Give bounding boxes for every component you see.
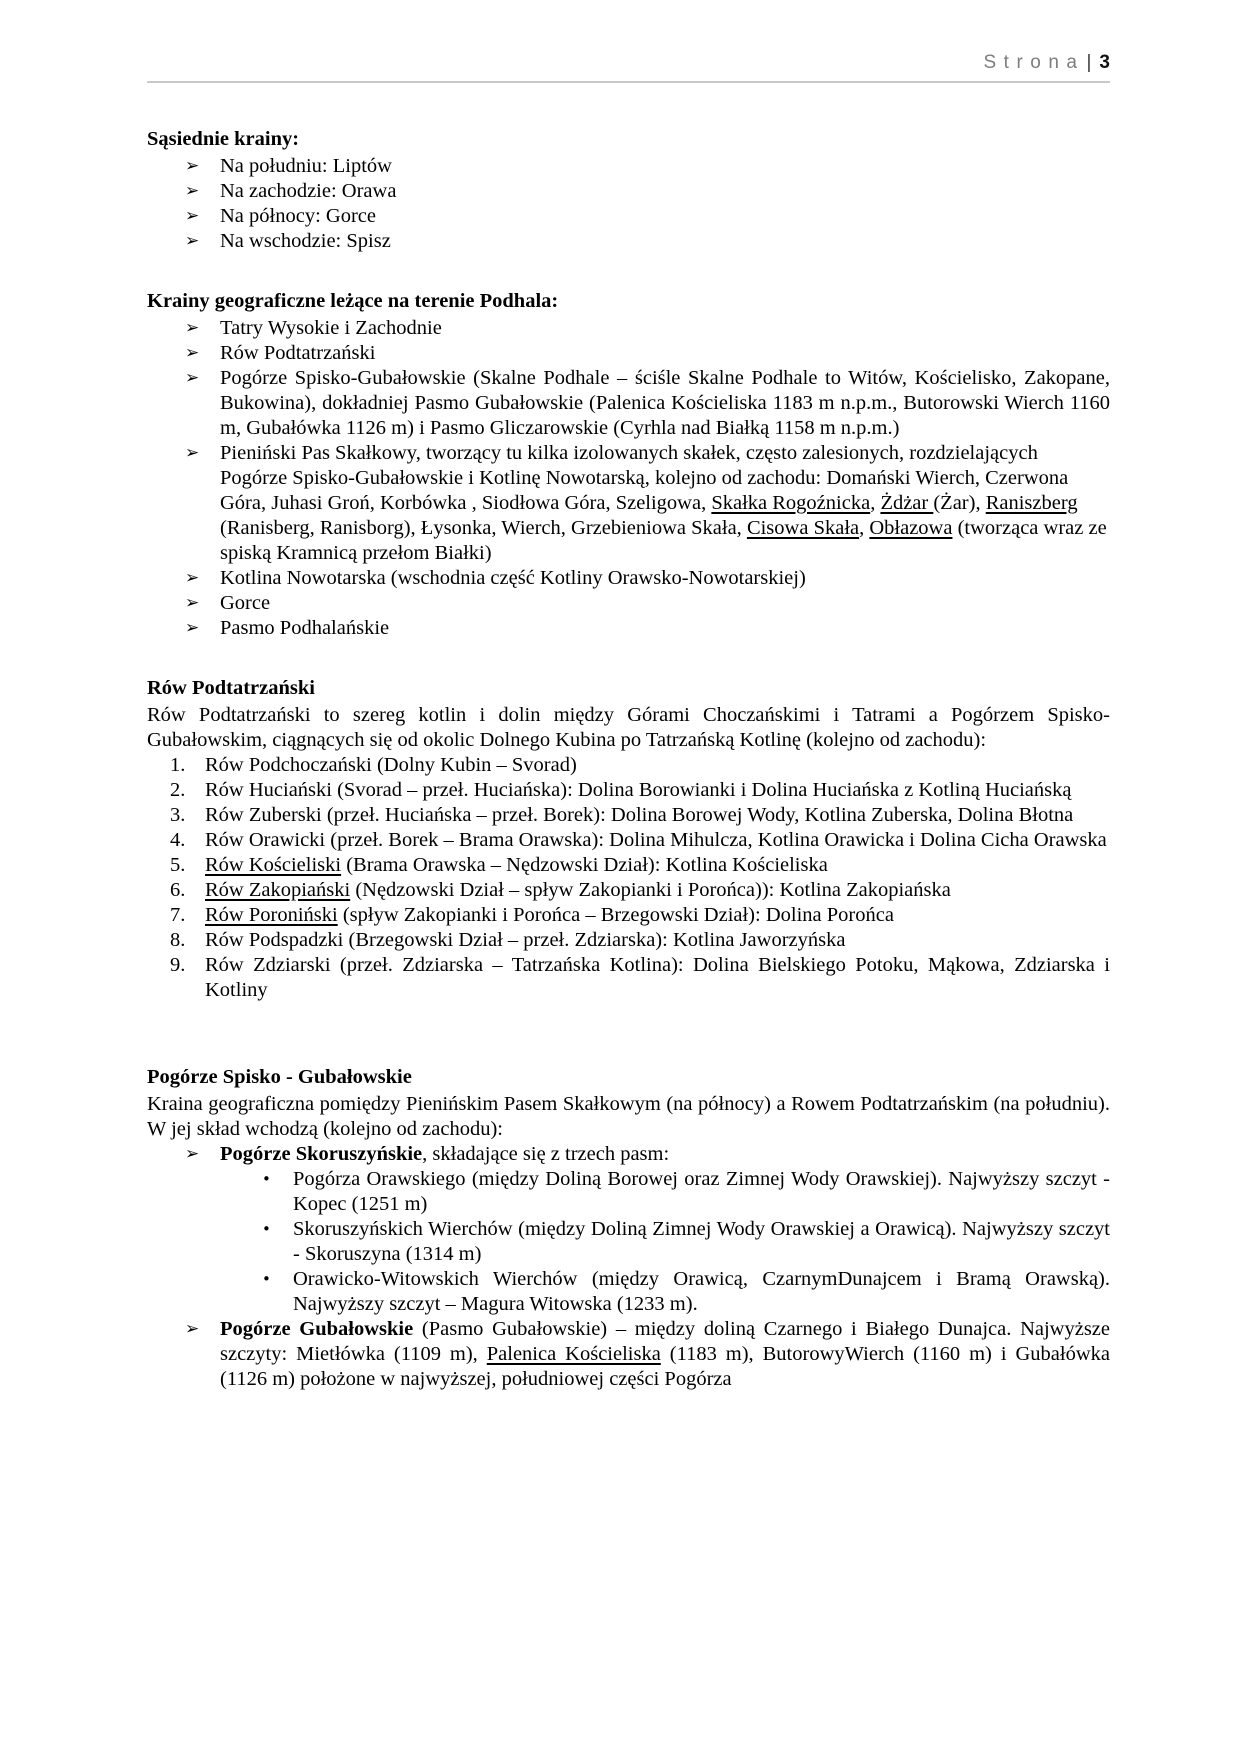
list-item-text: Rów Podtatrzański — [220, 342, 376, 364]
item-number: 3. — [170, 804, 186, 826]
list-item-text: Rów Poroniński (spływ Zakopianki i Porońca – Brzegowski Dział): Dolina Porońca — [205, 904, 894, 926]
numbered-item — [147, 828, 1110, 853]
list-item — [147, 1317, 1110, 1392]
section-heading-krainy-geograficzne: Krainy geograficzne leżące na terenie Podhala: — [147, 290, 559, 312]
list-item-text: Pogórza Orawskiego (między Doliną Borowej oraz Zimnej Wody Orawskiej). Najwyższy szczyt - Kopec (1251 m) — [293, 1168, 1110, 1215]
bullet-list-sasiednie — [147, 154, 1110, 254]
list-item — [147, 591, 1110, 616]
section-heading-row-podtatrzanski: Rów Podtatrzański — [147, 677, 315, 699]
list-item — [147, 229, 1110, 254]
list-item-text: Pogórze Gubałowskie (Pasmo Gubałowskie) – między doliną Czarnego i Białego Dunajca. Najwyższe szczyty: Mietłówka (1109 m), Palenica Kościeliska (1183 m), ButorowyWierch (1160 m) i Gubałówka (1126 m) położone w najwyższej, południowej części Pogórza — [220, 1318, 1110, 1390]
list-item-text: Skoruszyńskich Wierchów (między Doliną Zimnej Wody Orawskiej a Orawicą). Najwyższy szczyt - Skoruszyna (1314 m) — [293, 1218, 1110, 1265]
item-number: 5. — [170, 854, 186, 876]
header-separator: | — [1086, 52, 1092, 73]
list-item-text: Na wschodzie: Spisz — [220, 230, 391, 252]
numbered-item — [147, 853, 1110, 878]
numbered-item — [147, 778, 1110, 803]
list-item-text: Pieniński Pas Skałkowy, tworzący tu kilka izolowanych skałek, często zalesionych, rozdzielających Pogórze Spisko-Gubałowskie i Kotlinę Nowotarską, kolejno od zachodu: Domański Wierch, Czerwona Góra, Juhasi Groń, Korbówka , Siodłowa Góra, Szeligowa, Skałka Rogoźnicka, Żdżar (Żar), Raniszberg (Ranisberg, Ranisborg), Łysonka, Wierch, Grzebieniowa Skała, Cisowa Skała, Obłazowa (tworząca wraz ze spiską Kramnicą przełom Białki) — [220, 442, 1107, 564]
list-item — [147, 179, 1110, 204]
sub-list-item — [147, 1267, 1110, 1317]
list-item-text: Rów Kościeliski (Brama Orawska – Nędzowski Dział): Kotlina Kościeliska — [205, 854, 828, 876]
arrow-bullet-icon: ➢ — [185, 343, 200, 363]
list-item — [147, 204, 1110, 229]
list-item-text: Orawicko-Witowskich Wierchów (między Orawicą, CzarnymDunajcem i Bramą Orawską). Najwyższy szczyt – Magura Witowska (1233 m). — [293, 1268, 1110, 1315]
dot-bullet-icon: • — [262, 1170, 271, 1188]
numbered-item — [147, 903, 1110, 928]
item-number: 1. — [170, 754, 186, 776]
numbered-list-row — [147, 753, 1110, 1003]
arrow-bullet-icon: ➢ — [185, 318, 200, 338]
section-paragraph-row-podtatrzanski: Rów Podtatrzański to szereg kotlin i dolin między Górami Choczańskimi i Tatrami a Pogórzem Spisko-Gubałowskim, ciągnących się od okolic Dolnego Kubina po Tatrzańską Kotlinę (kolejno od zachodu): — [147, 704, 1110, 751]
numbered-item — [147, 878, 1110, 903]
list-item-text: Rów Huciański (Svorad – przeł. Huciańska): Dolina Borowianki i Dolina Huciańska z Kotliną Huciańską — [205, 779, 1072, 801]
list-item-text: Na południu: Liptów — [220, 155, 392, 177]
item-number: 7. — [170, 904, 186, 926]
arrow-bullet-icon: ➢ — [185, 593, 200, 613]
item-number: 4. — [170, 829, 186, 851]
dot-bullet-icon: • — [262, 1270, 271, 1288]
arrow-bullet-icon: ➢ — [185, 568, 200, 588]
page-number: 3 — [1099, 52, 1110, 73]
item-number: 2. — [170, 779, 186, 801]
list-item — [147, 1142, 1110, 1167]
list-item-text: Rów Zuberski (przeł. Huciańska – przeł. Borek): Dolina Borowej Wody, Kotlina Zuberska, Dolina Błotna — [205, 804, 1074, 826]
arrow-bullet-icon: ➢ — [185, 1319, 200, 1339]
arrow-bullet-icon: ➢ — [185, 1144, 200, 1164]
list-item-text: Pogórze Skoruszyńskie, składające się z trzech pasm: — [220, 1143, 670, 1165]
numbered-item — [147, 803, 1110, 828]
page-header — [147, 52, 1110, 83]
list-item-text: Tatry Wysokie i Zachodnie — [220, 317, 442, 339]
list-item-text: Gorce — [220, 592, 271, 614]
list-item — [147, 441, 1110, 566]
sub-list-item — [147, 1217, 1110, 1267]
numbered-item — [147, 928, 1110, 953]
list-item — [147, 366, 1110, 441]
bullet-list-pogorze — [147, 1142, 1110, 1392]
list-item-text: Rów Podspadzki (Brzegowski Dział – przeł. Zdziarska): Kotlina Jaworzyńska — [205, 929, 846, 951]
list-item-text: Na północy: Gorce — [220, 205, 376, 227]
list-item — [147, 316, 1110, 341]
list-item — [147, 616, 1110, 641]
arrow-bullet-icon: ➢ — [185, 181, 200, 201]
section-heading-pogorze-spisko-gubalowskie: Pogórze Spisko - Gubałowskie — [147, 1066, 412, 1088]
bullet-list-krainy — [147, 316, 1110, 641]
document-content — [0, 127, 1241, 1392]
arrow-bullet-icon: ➢ — [185, 368, 200, 388]
dot-bullet-icon: • — [262, 1220, 271, 1238]
list-item-text: Rów Orawicki (przeł. Borek – Brama Orawska): Dolina Mihulcza, Kotlina Orawicka i Dolina Cicha Orawska — [205, 829, 1107, 851]
arrow-bullet-icon: ➢ — [185, 206, 200, 226]
arrow-bullet-icon: ➢ — [185, 156, 200, 176]
list-item-text: Kotlina Nowotarska (wschodnia część Kotliny Orawsko-Nowotarskiej) — [220, 567, 806, 589]
section-paragraph-pogorze: Kraina geograficzna pomiędzy Pienińskim Pasem Skałkowym (na północy) a Rowem Podtatrzańskim (na południu). W jej skład wchodzą (kolejno od zachodu): — [147, 1093, 1110, 1140]
list-item-text: Na zachodzie: Orawa — [220, 180, 397, 202]
numbered-item — [147, 753, 1110, 778]
section-heading-sasiednie-krainy: Sąsiednie krainy: — [147, 128, 300, 150]
list-item-text: Rów Podchoczański (Dolny Kubin – Svorad) — [205, 754, 577, 776]
item-number: 9. — [170, 954, 186, 976]
list-item — [147, 566, 1110, 591]
list-item — [147, 154, 1110, 179]
item-number: 6. — [170, 879, 186, 901]
list-item-text: Rów Zakopiański (Nędzowski Dział – spływ Zakopianki i Porońca)): Kotlina Zakopiańska — [205, 879, 951, 901]
list-item-text: Pogórze Spisko-Gubałowskie (Skalne Podhale – ściśle Skalne Podhale to Witów, Kościelisko, Zakopane, Bukowina), dokładniej Pasmo Gubałowskie (Palenica Kościeliska 1183 m n.p.m., Butorowski Wierch 1160 m, Gubałówka 1126 m) i Pasmo Gliczarowskie (Cyrhla nad Białką 1158 m n.p.m.) — [220, 367, 1110, 439]
list-item-text: Pasmo Podhalańskie — [220, 617, 390, 639]
arrow-bullet-icon: ➢ — [185, 231, 200, 251]
arrow-bullet-icon: ➢ — [185, 443, 200, 463]
item-number: 8. — [170, 929, 186, 951]
header-strona-label: Strona — [983, 52, 1085, 73]
list-item-text: Rów Zdziarski (przeł. Zdziarska – Tatrzańska Kotlina): Dolina Bielskiego Potoku, Mąkowa, Zdziarska i Kotliny — [205, 954, 1110, 1001]
arrow-bullet-icon: ➢ — [185, 618, 200, 638]
list-item — [147, 341, 1110, 366]
numbered-item — [147, 953, 1110, 1003]
sub-list-item — [147, 1167, 1110, 1217]
